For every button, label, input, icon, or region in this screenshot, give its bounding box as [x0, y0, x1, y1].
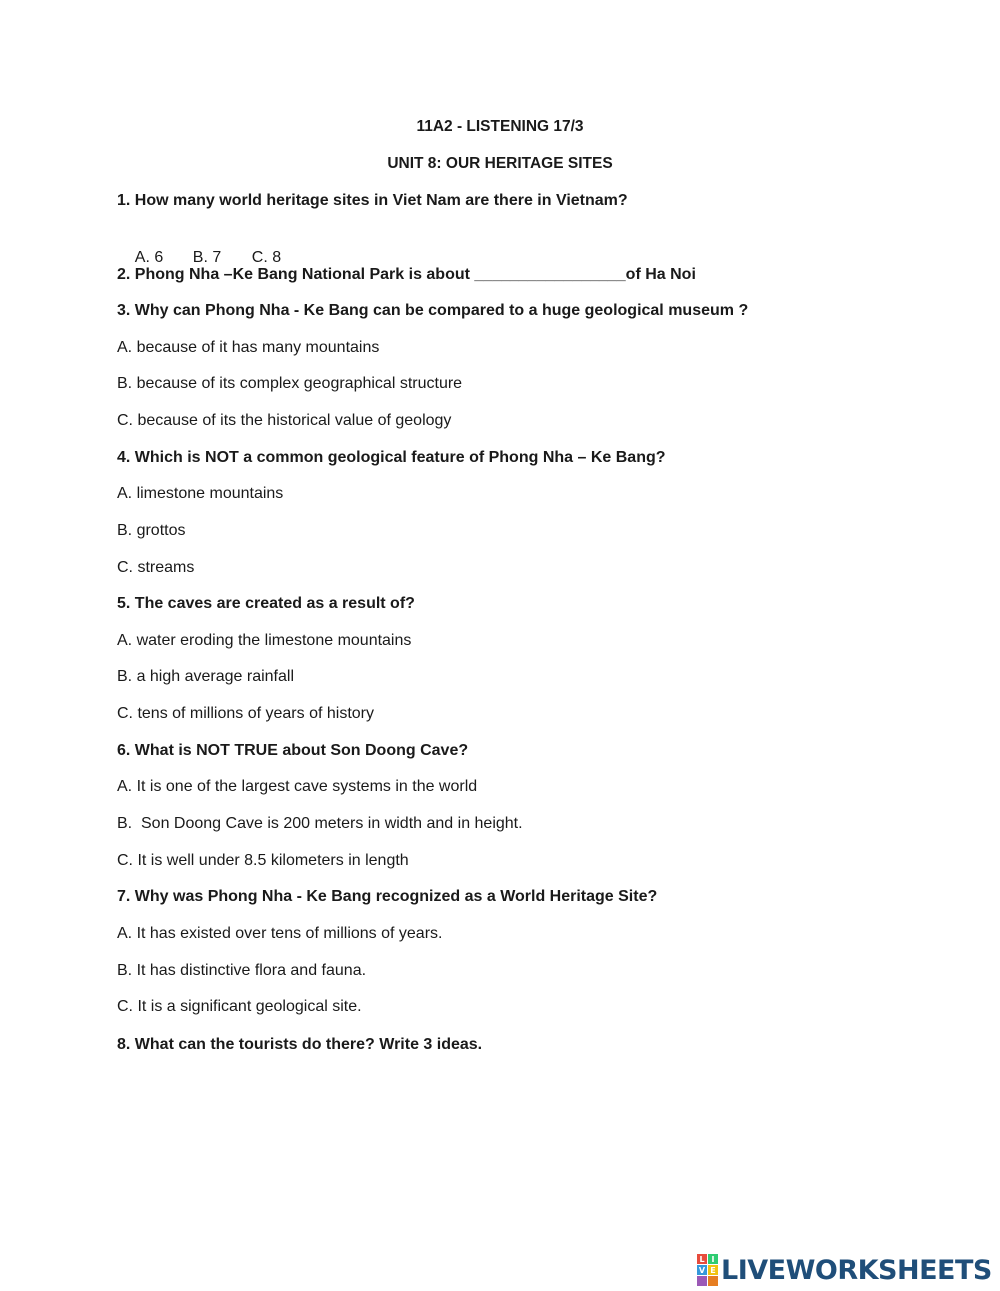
question-5-option-a: A. water eroding the limestone mountains — [117, 632, 412, 649]
question-4-option-a: A. limestone mountains — [117, 485, 284, 502]
liveworksheets-logo[interactable] — [697, 1254, 992, 1286]
question-3-option-b: B. because of its complex geographical structure — [117, 375, 463, 392]
logo-block-3: V — [698, 1265, 706, 1275]
question-6-option-a: A. It is one of the largest cave systems in the world — [117, 778, 478, 795]
question-6-option-c: C. It is well under 8.5 kilometers in length — [117, 852, 409, 869]
option-b: B. 7 — [192, 249, 222, 266]
logo-block-4: E — [708, 1265, 718, 1275]
option-c: C. 8 — [251, 249, 282, 266]
worksheet-title: 11A2 - LISTENING 17/3 — [416, 118, 584, 135]
question-6: 6. What is NOT TRUE about Son Doong Cave? — [117, 742, 469, 759]
question-7-option-b: B. It has distinctive flora and fauna. — [117, 962, 367, 979]
logo-block-1: L — [697, 1254, 707, 1264]
question-8: 8. What can the tourists do there? Write 3 ideas. — [117, 1036, 483, 1053]
question-2: 2. Phong Nha –Ke Bang National Park is about _________________of Ha Noi — [117, 266, 696, 283]
question-1: 1. How many world heritage sites in Viet Nam are there in Vietnam? — [117, 192, 628, 209]
logo-text: LIVEWORKSHEETS — [721, 1254, 992, 1286]
question-4-option-c: C. streams — [117, 559, 195, 576]
unit-title: UNIT 8: OUR HERITAGE SITES — [387, 155, 613, 172]
question-4: 4. Which is NOT a common geological feature of Phong Nha – Ke Bang? — [117, 449, 666, 466]
question-7-option-a: A. It has existed over tens of millions of years. — [117, 925, 443, 942]
logo-block-6 — [708, 1276, 718, 1286]
question-6-option-b: B. Son Doong Cave is 200 meters in width and in height. — [117, 815, 523, 832]
question-7-option-c: C. It is a significant geological site. — [117, 998, 362, 1015]
question-5-option-b: B. a high average rainfall — [117, 668, 294, 685]
question-3-option-a: A. because of it has many mountains — [117, 339, 380, 356]
logo-block-2: I — [708, 1254, 718, 1264]
logo-icon — [697, 1254, 718, 1286]
question-5: 5. The caves are created as a result of? — [117, 595, 415, 612]
option-a: A. 6 — [134, 249, 164, 266]
logo-block-5 — [697, 1276, 707, 1286]
question-3-option-c: C. because of its the historical value of geology — [117, 412, 452, 429]
question-7: 7. Why was Phong Nha - Ke Bang recognized as a World Heritage Site? — [117, 888, 658, 905]
question-4-option-b: B. grottos — [117, 522, 186, 539]
question-3: 3. Why can Phong Nha - Ke Bang can be compared to a huge geological museum ? — [117, 302, 749, 319]
question-5-option-c: C. tens of millions of years of history — [117, 705, 374, 722]
